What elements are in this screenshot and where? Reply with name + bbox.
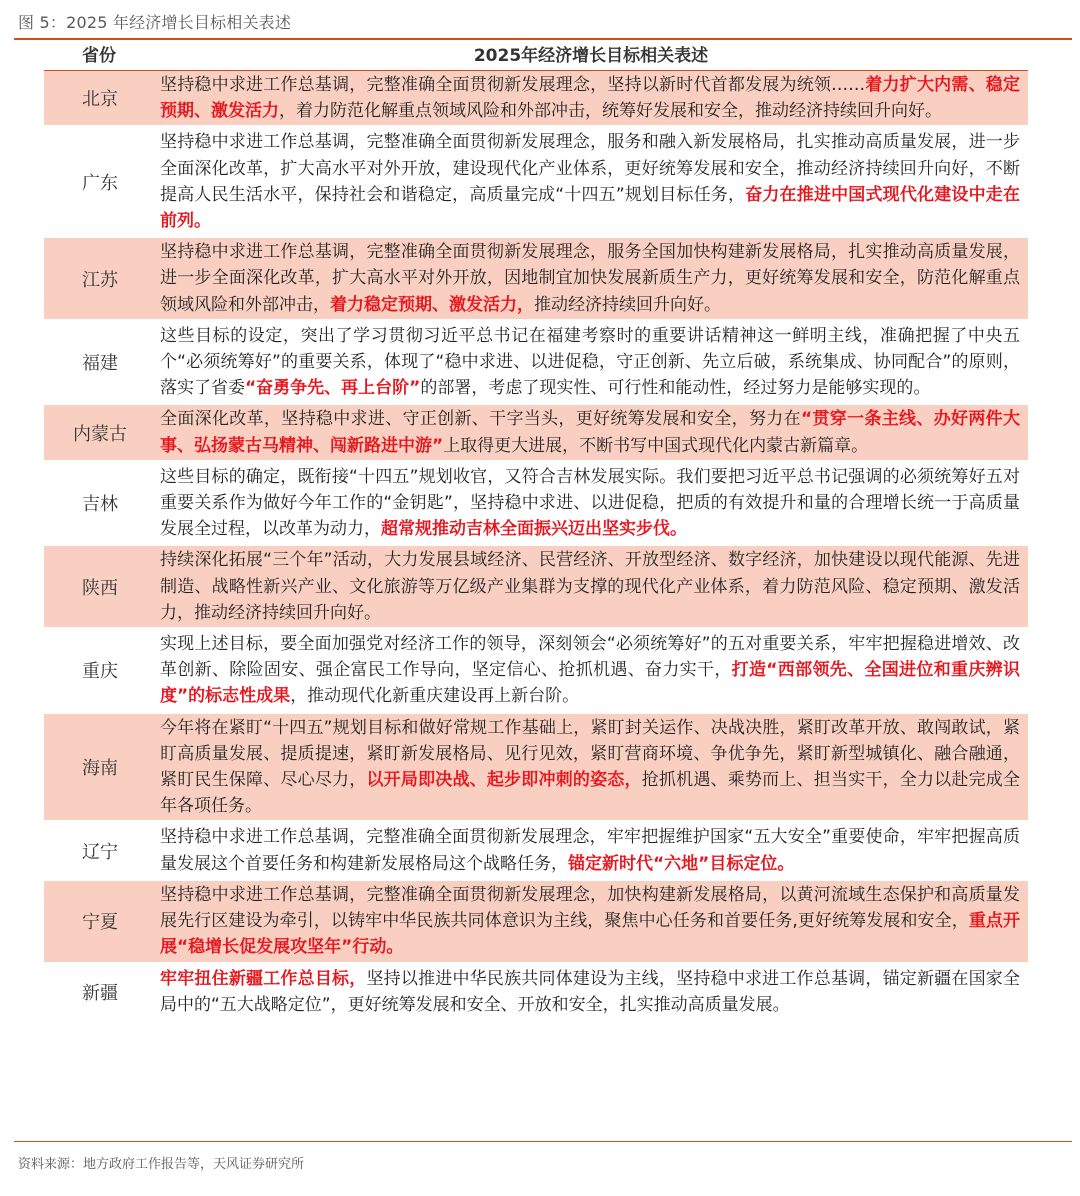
description-cell — [156, 463, 1028, 544]
highlight-text: 超常规推动吉林全面振兴迈出坚实步伐。 — [381, 519, 687, 540]
description-cell — [156, 322, 1028, 403]
table-body — [44, 71, 1028, 1022]
table-row — [44, 128, 1028, 235]
description-cell — [156, 546, 1028, 627]
highlight-text: 奋力在推进中国式现代化建设中走在前列。 — [160, 184, 1020, 232]
province-cell: 辽宁 — [82, 841, 118, 863]
body-text: 推动经济持续回升向好。 — [534, 294, 721, 315]
table-row — [44, 71, 1028, 125]
highlight-text: 着力稳定预期、激发活力， — [330, 294, 534, 315]
body-text: 坚持稳中求进工作总基调，完整准确全面贯彻新发展理念，牢牢把握维护国家“五大安全”重要使命，牢牢把握高质量发展这个首要任务和构建新发展格局这个战略任务， — [160, 827, 1020, 874]
highlight-text: 打造“西部领先、全国进位和重庆辨识度”的标志性成果 — [160, 660, 1020, 707]
body-text: 坚持稳中求进工作总基调，完整准确全面贯彻新发展理念，服务全国加快构建新发展格局，扎实推动高质量发展，进一步全面深化改革，扩大高水平对外开放，因地制宜加快发展新质生产力，更好统筹发展和安全，防范化解重点领域风险和外部冲击， — [160, 242, 1020, 315]
description-cell — [156, 965, 1028, 1019]
description-cell — [156, 630, 1028, 711]
body-text: 的部署，考虑了现实性、可行性和能动性，经过努力是能够实现的。 — [420, 378, 931, 399]
table-row — [44, 322, 1028, 403]
header-province: 省份 — [82, 46, 116, 66]
table-row — [44, 405, 1028, 459]
title-divider — [14, 38, 1072, 40]
province-cell: 北京 — [82, 89, 118, 111]
highlight-text: 重点开展“稳增长促发展攻坚年”行动。 — [160, 911, 1020, 958]
province-cell: 内蒙古 — [73, 423, 127, 445]
description-cell — [156, 71, 1028, 125]
province-cell: 宁夏 — [82, 912, 118, 934]
body-text: 坚持以推进中华民族共同体建设为主线，坚持稳中求进工作总基调，锚定新疆在国家全局中的“五大战略定位”，更好统筹发展和安全、开放和安全，扎实推动高质量发展。 — [160, 968, 1021, 1015]
province-cell: 重庆 — [82, 661, 118, 683]
description-cell — [156, 881, 1028, 962]
body-text: 今年将在紧盯“十四五”规划目标和做好常规工作基础上，紧盯封关运作、决战决胜，紧盯改革开放、敢闯敢试，紧盯高质量发展、提质提速，紧盯新发展格局、见行见效，紧盯营商环境、争优争先，紧盯新型城镇化、融合融通，紧盯民生保障、尽心尽力， — [160, 717, 1020, 791]
body-text: 这些目标的设定，突出了学习贯彻习近平总书记在福建考察时的重要讲话精神这一鲜明主线，准确把握了中央五个“必须统筹好”的重要关系，体现了“稳中求进、以进促稳，守正创新、先立后破，系统集成、协同配合”的原则，落实了省委 — [160, 325, 1020, 399]
highlight-text: 牢牢扭住新疆工作总目标， — [160, 968, 367, 989]
body-text: 实现上述目标，要全面加强党对经济工作的领导，深刻领会“必须统筹好”的五对重要关系，牢牢把握稳进增效、改革创新、除险固安、强企富民工作导向，坚定信心、抢抓机遇、奋力实干， — [160, 634, 1020, 681]
body-text: 坚持稳中求进工作总基调，完整准确全面贯彻新发展理念，加快构建新发展格局，以黄河流域生态保护和高质量发展先行区建设为牵引，以铸牢中华民族共同体意识为主线，聚焦中心任务和首要任务,更好统筹发展和安全， — [160, 884, 1020, 932]
province-cell: 广东 — [82, 172, 118, 194]
description-cell — [156, 714, 1028, 821]
description-cell — [156, 238, 1028, 319]
highlight-text: “贯穿一条主线、办好两件大事、弘扬蒙古马精神、闯新路进中游” — [160, 409, 1020, 456]
description-cell — [156, 128, 1028, 235]
body-text: 上取得更大进展，不断书写中国式现代化内蒙古新篇章。 — [443, 435, 869, 456]
province-cell: 江苏 — [82, 269, 118, 291]
figure-title: 图 5：2025 年经济增长目标相关表述 — [18, 13, 292, 32]
body-text: ，推动现代化新重庆建设再上新台阶。 — [290, 686, 580, 707]
body-text: 全面深化改革，坚持稳中求进、守正创新、干字当头，更好统筹发展和安全，努力在 — [160, 409, 801, 430]
body-text: ，着力防范化解重点领域风险和外部冲击，统筹好发展和安全，推动经济持续回升向好。 — [279, 101, 942, 122]
highlight-text: 着力扩大内需、稳定预期、激发活力 — [160, 75, 1020, 122]
highlight-text: 锚定新时代“六地”目标定位。 — [568, 853, 795, 874]
description-cell — [156, 823, 1028, 877]
body-text: 持续深化拓展“三个年”活动，大力发展县域经济、民营经济、开放型经济、数字经济，加快建设以现代能源、先进制造、战略性新兴产业、文化旅游等万亿级产业集群为支撑的现代化产业体系，着力防范风险、稳定预期、激发活力，推动经济持续回升向好。 — [160, 550, 1020, 623]
province-cell: 海南 — [82, 758, 118, 780]
highlight-text: “奋勇争先、再上台阶” — [245, 378, 421, 399]
body-text: 抢抓机遇、乘势而上、担当实干，全力以赴完成全年各项任务。 — [160, 770, 1021, 817]
highlight-text: 以开局即决战、起步即冲刺的姿态， — [366, 770, 642, 791]
body-text: 坚持稳中求进工作总基调，完整准确全面贯彻新发展理念，服务和融入新发展格局，扎实推动高质量发展，进一步全面深化改革，扩大高水平对外开放，建设现代化产业体系，更好统筹发展和安全，推动经济持续回升向好，不断提高人民生活水平，保持社会和谐稳定，高质量完成“十四五”规划目标任务， — [160, 132, 1020, 205]
table-row — [44, 463, 1028, 544]
province-cell: 福建 — [82, 353, 118, 375]
province-cell: 陕西 — [82, 577, 118, 599]
table-row — [44, 714, 1028, 821]
table-bottom-divider — [14, 1141, 1072, 1142]
province-cell: 新疆 — [82, 982, 118, 1004]
body-text: 坚持稳中求进工作总基调，完整准确全面贯彻新发展理念，坚持以新时代首都发展为统领…… — [160, 75, 866, 95]
table-row — [44, 823, 1028, 877]
table-row — [44, 965, 1028, 1019]
table-row — [44, 238, 1028, 319]
source-note: 资料来源：地方政府工作报告等，天风证券研究所 — [18, 1157, 305, 1172]
province-cell: 吉林 — [82, 494, 118, 516]
table-row — [44, 630, 1028, 711]
table-row — [44, 546, 1028, 627]
description-cell — [156, 405, 1028, 459]
header-description: 2025年经济增长目标相关表述 — [473, 46, 709, 66]
body-text: 这些目标的确定，既衔接“十四五”规划收官，又符合吉林发展实际。我们要把习近平总书记强调的必须统筹好五对重要关系作为做好今年工作的“金钥匙”，坚持稳中求进、以进促稳，把质的有效提升和量的合理增长统一于高质量发展全过程，以改革为动力， — [160, 466, 1020, 540]
table-row — [44, 881, 1028, 962]
